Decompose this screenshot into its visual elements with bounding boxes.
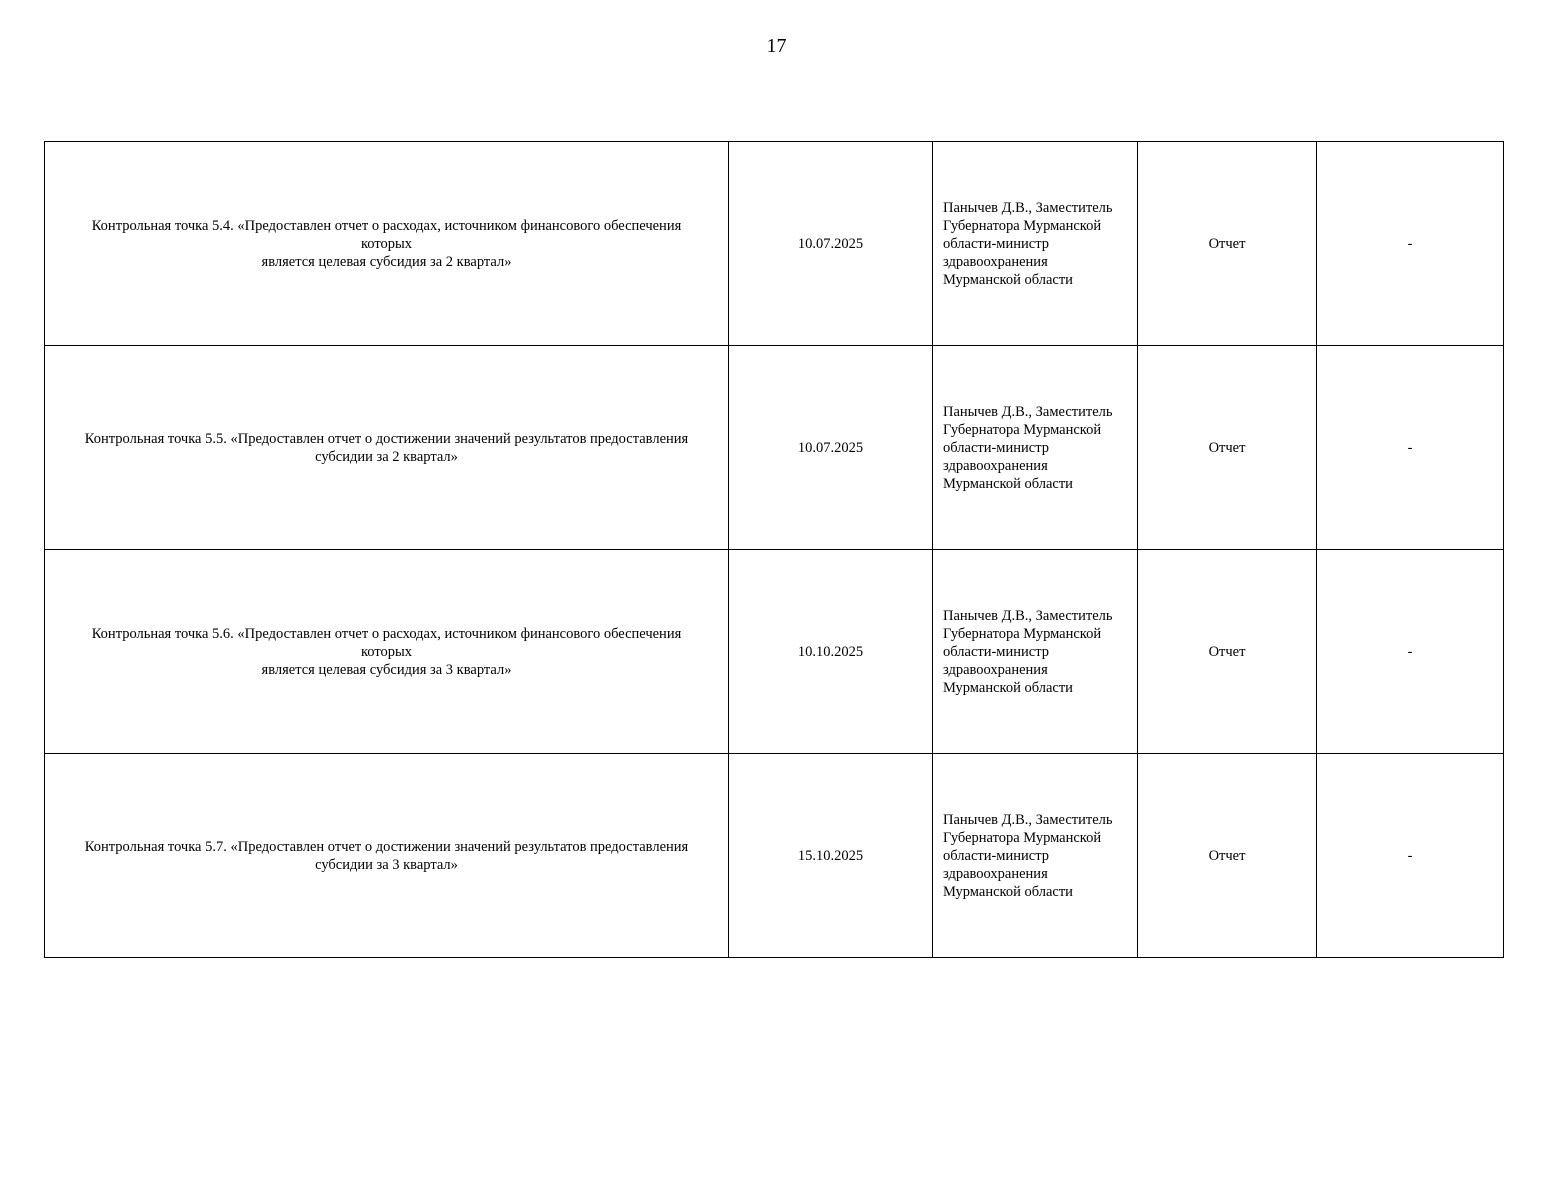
control-point-name-line: Контрольная точка 5.6. «Предоставлен отчет о расходах, источником финансового обеспечения bbox=[91, 625, 682, 642]
responsible-line: Панычев Д.В., Заместитель bbox=[943, 199, 1113, 216]
document-type-cell: Отчет bbox=[1138, 346, 1317, 550]
responsible-line: Мурманской области bbox=[943, 271, 1073, 288]
control-point-name-line: Контрольная точка 5.4. «Предоставлен отчет о расходах, источником финансового обеспечения bbox=[91, 217, 682, 234]
control-point-name-cell bbox=[45, 550, 729, 754]
control-point-name-line: Контрольная точка 5.5. «Предоставлен отчет о достижении значений результатов предоставления bbox=[84, 430, 689, 447]
control-point-name-cell bbox=[45, 754, 729, 958]
control-point-name-cell bbox=[45, 142, 729, 346]
table-row bbox=[45, 346, 1504, 550]
note-cell: - bbox=[1317, 346, 1504, 550]
responsible-line: области-министр bbox=[943, 847, 1049, 864]
responsible-line: здравоохранения bbox=[943, 253, 1048, 270]
control-point-name-cell bbox=[45, 346, 729, 550]
page-number: 17 bbox=[766, 35, 787, 57]
document-type-cell: Отчет bbox=[1138, 550, 1317, 754]
deadline-cell: 10.07.2025 bbox=[729, 346, 933, 550]
responsible-line: Губернатора Мурманской bbox=[943, 829, 1102, 846]
responsible-line: Мурманской области bbox=[943, 679, 1073, 696]
responsible-line: области-министр bbox=[943, 235, 1049, 252]
deadline-cell: 15.10.2025 bbox=[729, 754, 933, 958]
responsible-line: здравоохранения bbox=[943, 865, 1048, 882]
deadline-cell: 10.10.2025 bbox=[729, 550, 933, 754]
responsible-line: здравоохранения bbox=[943, 661, 1048, 678]
document-type-cell: Отчет bbox=[1138, 142, 1317, 346]
table-row bbox=[45, 754, 1504, 958]
responsible-line: Губернатора Мурманской bbox=[943, 217, 1102, 234]
deadline-cell: 10.07.2025 bbox=[729, 142, 933, 346]
control-point-name-line: субсидии за 3 квартал» bbox=[315, 856, 458, 873]
responsible-line: Панычев Д.В., Заместитель bbox=[943, 403, 1113, 420]
control-point-name-line: субсидии за 2 квартал» bbox=[315, 448, 458, 465]
responsible-line: здравоохранения bbox=[943, 457, 1048, 474]
control-point-name-line: которых bbox=[360, 643, 412, 660]
responsible-line: Панычев Д.В., Заместитель bbox=[943, 607, 1113, 624]
table-row bbox=[45, 142, 1504, 346]
control-points-table bbox=[44, 141, 1504, 958]
responsible-line: Панычев Д.В., Заместитель bbox=[943, 811, 1113, 828]
responsible-cell bbox=[933, 346, 1138, 550]
control-point-name-line: Контрольная точка 5.7. «Предоставлен отчет о достижении значений результатов предоставления bbox=[84, 838, 689, 855]
note-cell: - bbox=[1317, 142, 1504, 346]
responsible-line: области-министр bbox=[943, 439, 1049, 456]
responsible-cell bbox=[933, 550, 1138, 754]
control-point-name-line: которых bbox=[360, 235, 412, 252]
responsible-cell bbox=[933, 142, 1138, 346]
note-cell: - bbox=[1317, 550, 1504, 754]
responsible-line: Губернатора Мурманской bbox=[943, 421, 1102, 438]
document-type-cell: Отчет bbox=[1138, 754, 1317, 958]
responsible-cell bbox=[933, 754, 1138, 958]
control-point-name-line: является целевая субсидия за 3 квартал» bbox=[261, 661, 512, 678]
responsible-line: Мурманской области bbox=[943, 883, 1073, 900]
table-row bbox=[45, 550, 1504, 754]
control-point-name-line: является целевая субсидия за 2 квартал» bbox=[261, 253, 512, 270]
note-cell: - bbox=[1317, 754, 1504, 958]
responsible-line: Мурманской области bbox=[943, 475, 1073, 492]
responsible-line: Губернатора Мурманской bbox=[943, 625, 1102, 642]
responsible-line: области-министр bbox=[943, 643, 1049, 660]
